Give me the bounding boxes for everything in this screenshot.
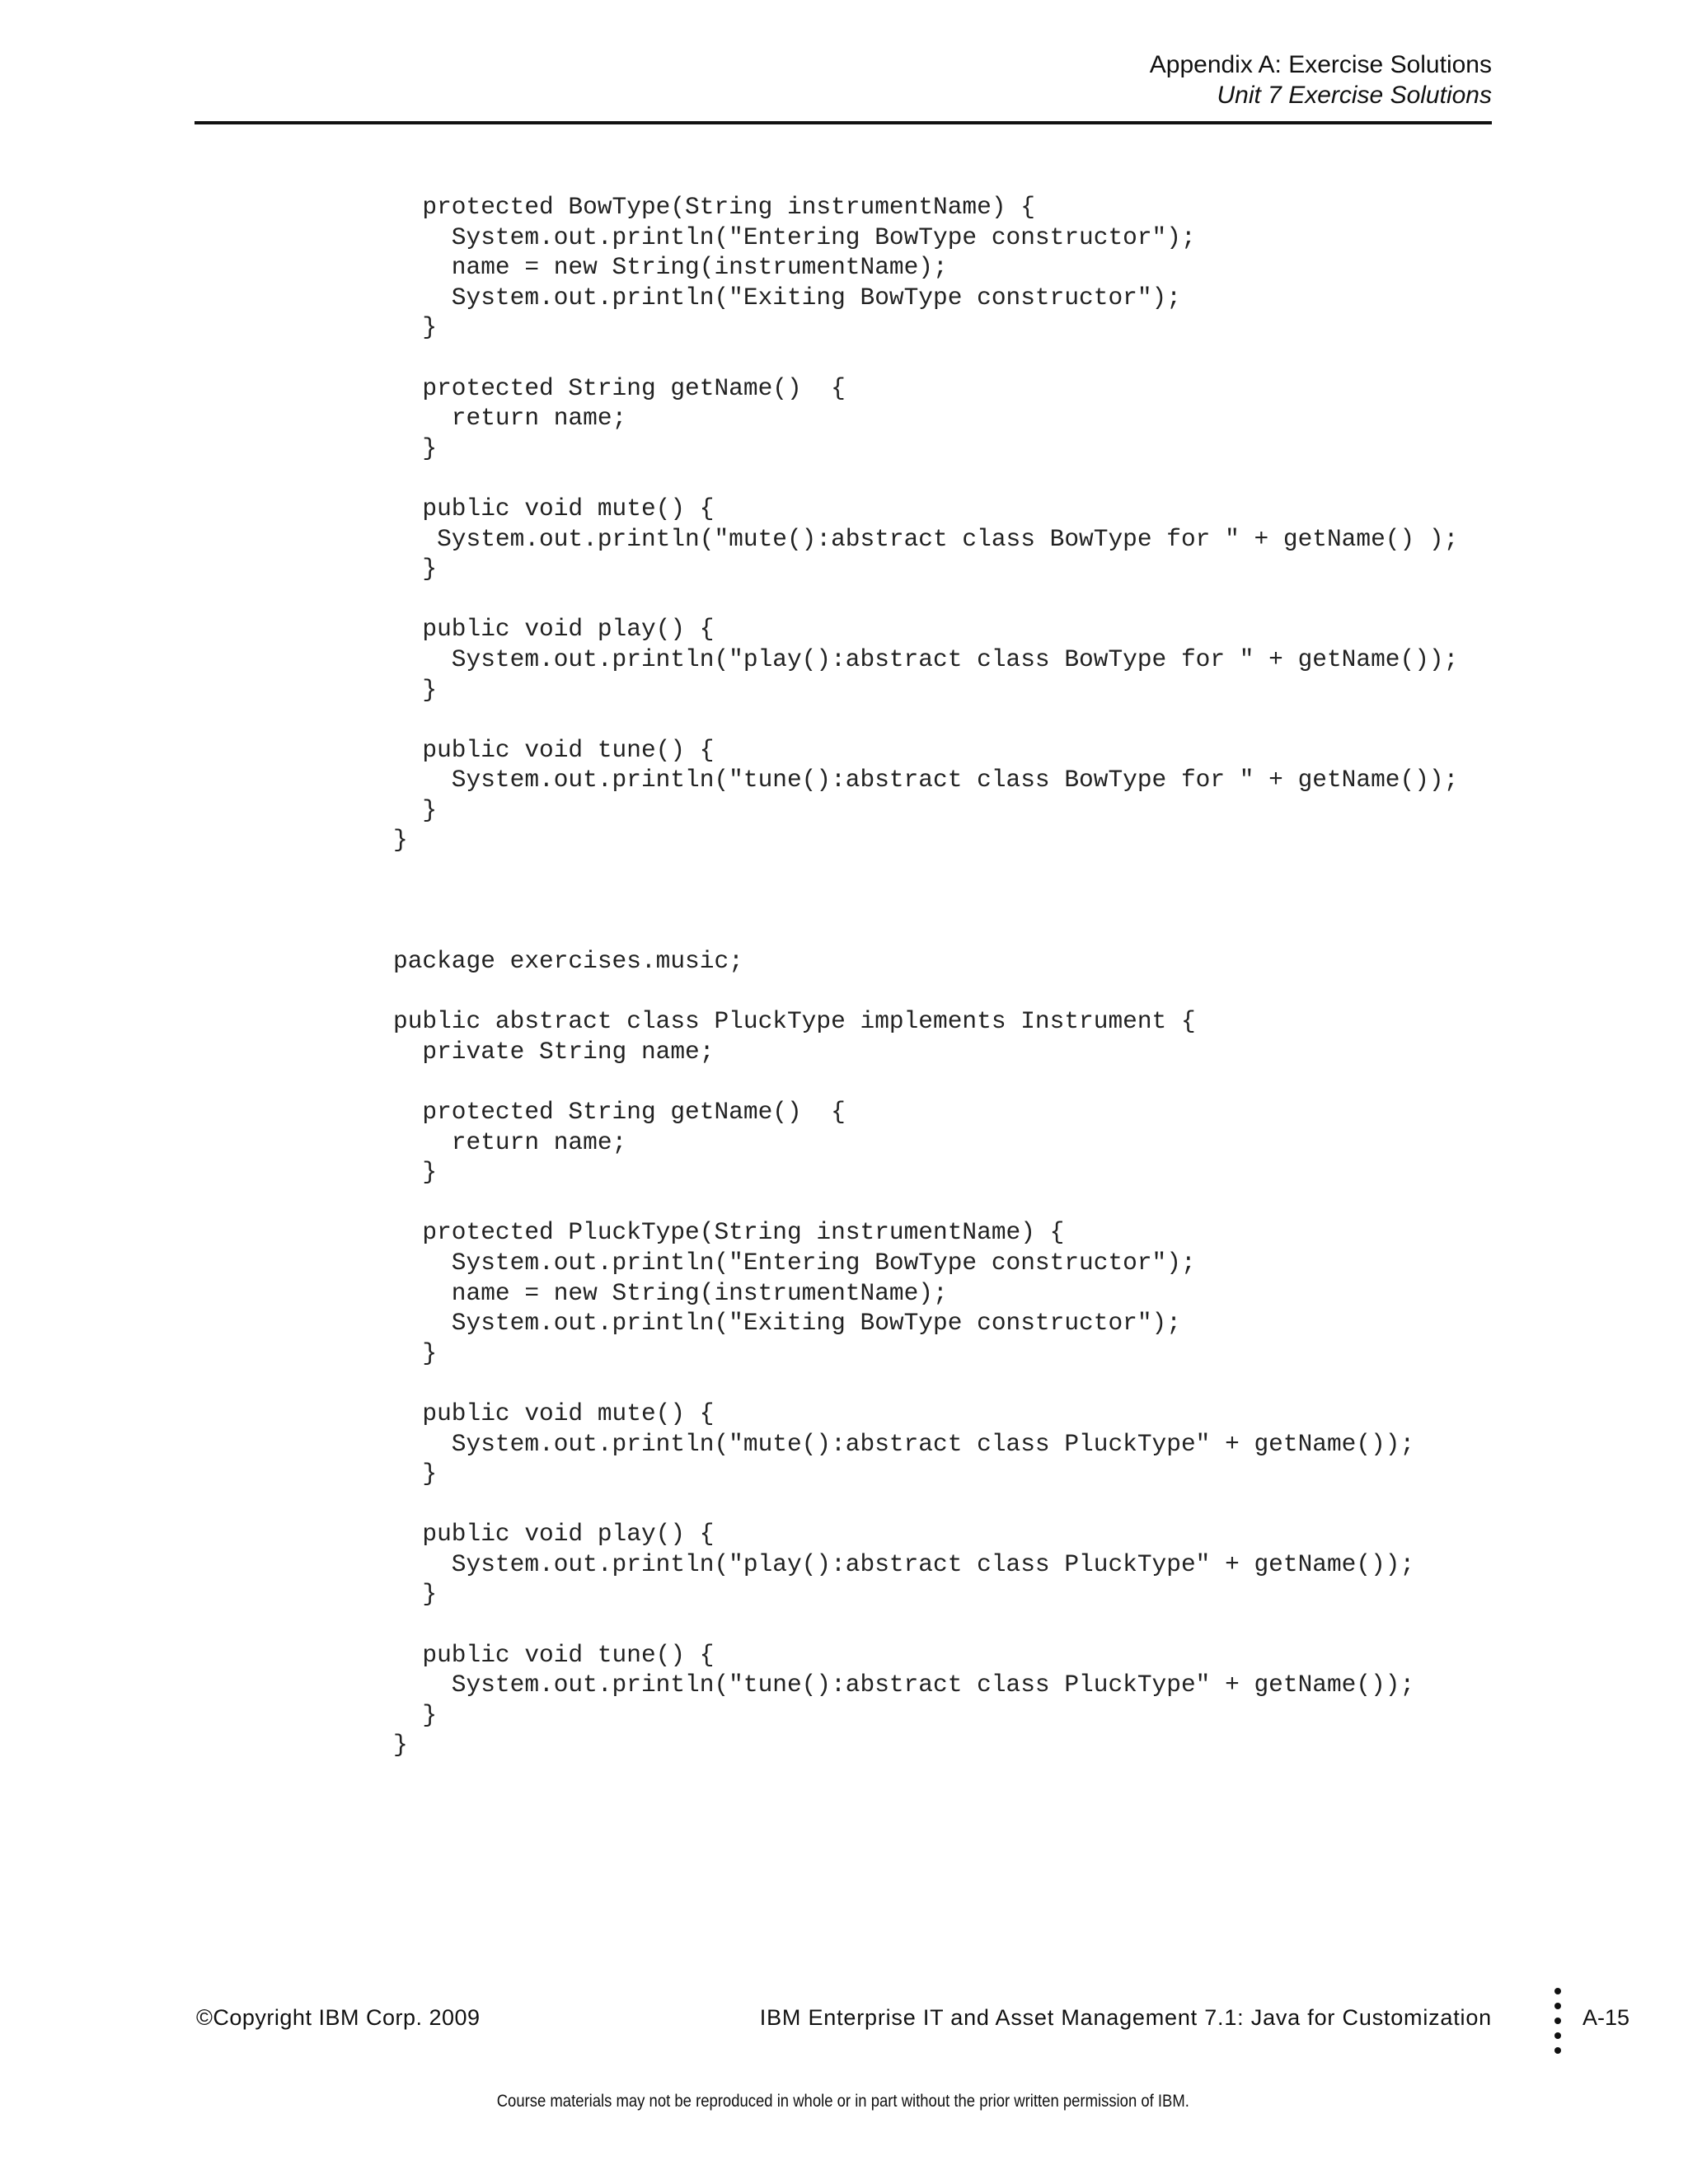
code-line: public void tune() { — [393, 1640, 715, 1669]
page-number: A-15 — [1582, 2005, 1630, 2030]
code-line: } — [393, 1338, 438, 1367]
code-line: } — [393, 675, 438, 704]
code-line: System.out.println("mute():abstract class BowType for " + getName() ); — [393, 524, 1459, 553]
code-block-plucktype — [393, 946, 1414, 1760]
code-line: } — [393, 434, 438, 462]
footer-copyright: ©Copyright IBM Corp. 2009 — [196, 2005, 481, 2030]
code-line: protected BowType(String instrumentName) { — [393, 193, 1035, 221]
header-subtitle: Unit 7 Exercise Solutions — [1217, 82, 1492, 109]
code-line: } — [393, 1580, 438, 1609]
code-line: } — [393, 1731, 408, 1760]
code-line: } — [393, 1700, 438, 1729]
code-line: System.out.println("play():abstract class BowType for " + getName()); — [393, 644, 1459, 673]
code-line: System.out.println("tune():abstract class BowType for " + getName()); — [393, 766, 1459, 794]
code-line: public void tune() { — [393, 735, 715, 764]
code-line: public void mute() { — [393, 494, 715, 523]
code-line: } — [393, 313, 438, 342]
code-line: return name; — [393, 1127, 627, 1156]
code-line: protected PluckType(String instrumentName) { — [393, 1218, 1065, 1247]
code-line: System.out.println("Exiting BowType constructor"); — [393, 1309, 1181, 1338]
code-line: return name; — [393, 404, 627, 433]
code-line: System.out.println("Entering BowType constructor"); — [393, 223, 1196, 251]
code-line: } — [393, 1460, 438, 1488]
code-line: System.out.println("tune():abstract class PluckType" + getName()); — [393, 1671, 1415, 1699]
code-line: public void play() { — [393, 615, 715, 644]
page-header — [0, 49, 1492, 110]
code-line: System.out.println("play():abstract class PluckType" + getName()); — [393, 1549, 1415, 1578]
header-divider — [195, 121, 1492, 124]
code-line: protected String getName() { — [393, 373, 846, 402]
code-line: name = new String(instrumentName); — [393, 253, 948, 282]
code-line: package exercises.music; — [393, 947, 743, 975]
copyright-notice: Course materials may not be reproduced in whole or in part without the prior written permission of IBM. — [496, 2092, 1189, 2111]
code-line: public abstract class PluckType implements Instrument { — [393, 1007, 1196, 1036]
code-block-bowtype — [393, 192, 1458, 855]
code-line: } — [393, 1158, 438, 1187]
code-line: System.out.println("Entering BowType constructor"); — [393, 1248, 1196, 1277]
code-line: System.out.println("Exiting BowType constructor"); — [393, 283, 1181, 312]
code-line: } — [393, 795, 438, 824]
code-line: name = new String(instrumentName); — [393, 1278, 948, 1307]
footer-course-title: IBM Enterprise IT and Asset Management 7.1: Java for Customization — [759, 2005, 1492, 2030]
code-line: public void play() { — [393, 1520, 715, 1549]
code-line: } — [393, 555, 438, 583]
header-title: Appendix A: Exercise Solutions — [1149, 51, 1492, 78]
code-line: protected String getName() { — [393, 1097, 846, 1126]
code-line: System.out.println("mute():abstract class PluckType" + getName()); — [393, 1429, 1415, 1458]
footer-dots-icon — [1554, 1988, 1563, 2054]
code-line: public void mute() { — [393, 1399, 715, 1427]
code-line: } — [393, 826, 408, 855]
code-line: private String name; — [393, 1037, 715, 1066]
